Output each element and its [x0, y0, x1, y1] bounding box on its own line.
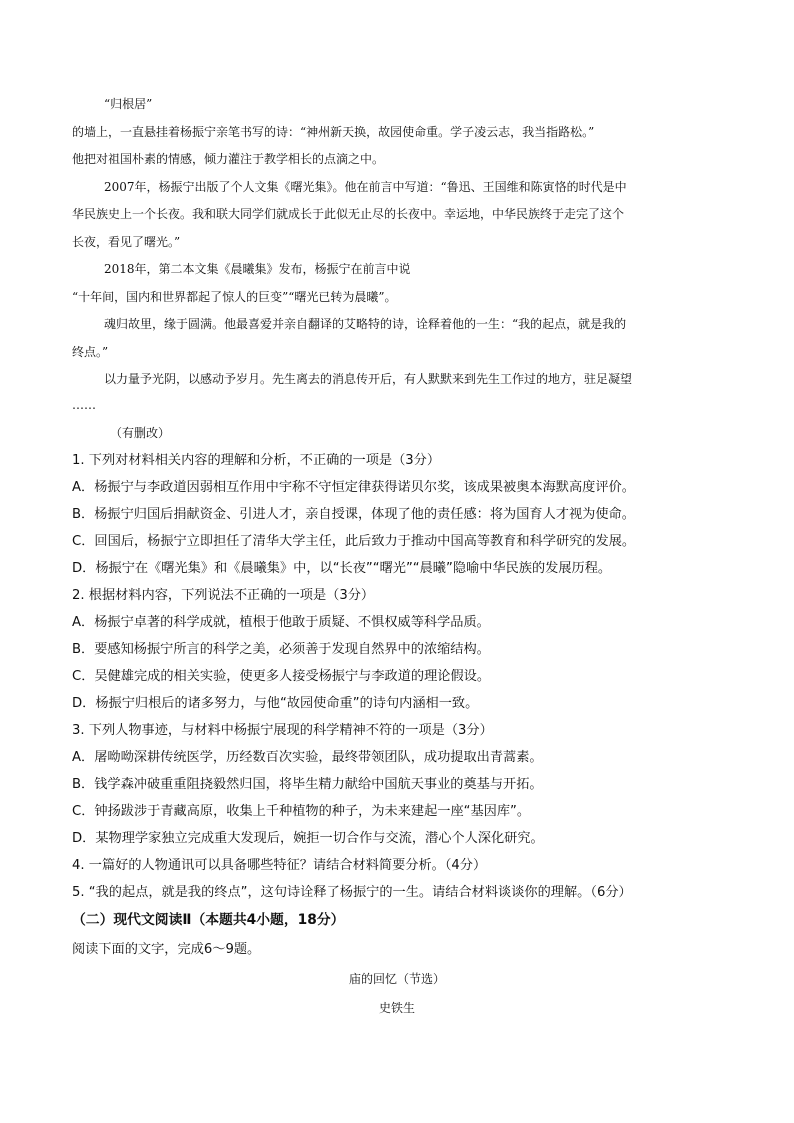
article-author: 史铁生	[378, 1001, 415, 1015]
question-5: 5. “我的起点，就是我的终点”，这句诗诠释了杨振宁的一生。请结合材料谈谈你的理解。（6分）	[72, 885, 632, 900]
question-2-option-a: A．杨振宁卓著的科学成就，植根于他敢于质疑、不惧权威等科学品质。	[72, 615, 490, 630]
passage-line: 2018年，第二本文集《晨曦集》发布，杨振宁在前言中说	[104, 262, 411, 276]
question-3-option-a: A．屠呦呦深耕传统医学，历经数百次实验，最终带领团队，成功提取出青蒿素。	[72, 750, 543, 765]
question-3-option-d: D．某物理学家独立完成重大发现后，婉拒一切合作与交流，潜心个人深化研究。	[72, 831, 544, 846]
question-1-option-b: B．杨振宁归国后捐献资金、引进人才，亲自授课，体现了他的责任感：将为国育人才视为使命。	[72, 507, 635, 522]
question-3-option-c: C．钟扬跋涉于青藏高原，收集上千种植物的种子，为未来建起一座“基因库”。	[72, 804, 531, 819]
passage-line: 的墙上，一直悬挂着杨振宁亲笔书写的诗：“神州新天换，故园使命重。学子凌云志，我当指路松。”	[72, 125, 595, 139]
passage-line: “十年间，国内和世界都起了惊人的巨变”“曙光已转为晨曦”。	[72, 290, 397, 304]
section-instruction: 阅读下面的文字，完成6～9题。	[72, 942, 261, 957]
question-1-option-a: A．杨振宁与李政道因弱相互作用中宇称不守恒定律获得诺贝尔奖，该成果被奥本海默高度评价。	[72, 480, 635, 495]
passage-quote-title: “归根居”	[104, 97, 153, 111]
passage-note: （有删改）	[110, 426, 171, 440]
passage-line: 华民族史上一个长夜。我和联大同学们就成长于此似无止尽的长夜中。幸运地，中华民族终于走完了这个	[72, 207, 625, 221]
question-2-option-b: B．要感知杨振宁所言的科学之美，必须善于发现自然界中的浓缩结构。	[72, 642, 490, 657]
question-1: 1. 下列对材料相关内容的理解和分析，不正确的一项是（3分）	[72, 453, 441, 468]
passage-line: 他把对祖国朴素的情感，倾力灌注于教学相长的点滴之中。	[72, 152, 385, 166]
passage-line: 魂归故里，缘于圆满。他最喜爱并亲自翻译的艾略特的诗，诠释着他的一生：“我的起点，就是我的	[104, 317, 627, 331]
section-heading: （二）现代文阅读Ⅱ（本题共4小题，18分）	[72, 912, 345, 928]
question-4: 4. 一篇好的人物通讯可以具备哪些特征？请结合材料简要分析。（4分）	[72, 858, 487, 873]
question-1-option-c: C．回国后，杨振宁立即担任了清华大学主任，此后致力于推动中国高等教育和科学研究的发展。	[72, 534, 636, 549]
question-1-option-d: D．杨振宁在《曙光集》和《晨曦集》中，以“长夜”“曙光”“晨曦”隐喻中华民族的发展历程。	[72, 561, 612, 576]
question-3: 3. 下列人物事迹，与材料中杨振宁展现的科学精神不符的一项是（3分）	[72, 723, 493, 738]
question-2-option-d: D．杨振宁归根后的诸多努力，与他“故园使命重”的诗句内涵相一致。	[72, 696, 479, 711]
question-2: 2. 根据材料内容，下列说法不正确的一项是（3分）	[72, 588, 375, 603]
passage-line: ……	[72, 398, 96, 412]
passage-line: 以力量予光阴，以感动予岁月。先生离去的消息传开后，有人默默来到先生工作过的地方，驻足凝望	[104, 372, 633, 386]
article-title: 庙的回忆（节选）	[348, 972, 445, 986]
question-2-option-c: C．吴健雄完成的相关实验，使更多人接受杨振宁与李政道的理论假设。	[72, 669, 491, 684]
question-3-option-b: B．钱学森冲破重重阻挠毅然归国，将毕生精力献给中国航天事业的奠基与开拓。	[72, 777, 543, 792]
passage-line: 2007年，杨振宁出版了个人文集《曙光集》。他在前言中写道：“鲁迅、王国维和陈寅恪的时代是中	[104, 180, 627, 194]
passage-line: 长夜，看见了曙光。”	[72, 235, 181, 249]
passage-line: 终点。”	[72, 345, 109, 359]
